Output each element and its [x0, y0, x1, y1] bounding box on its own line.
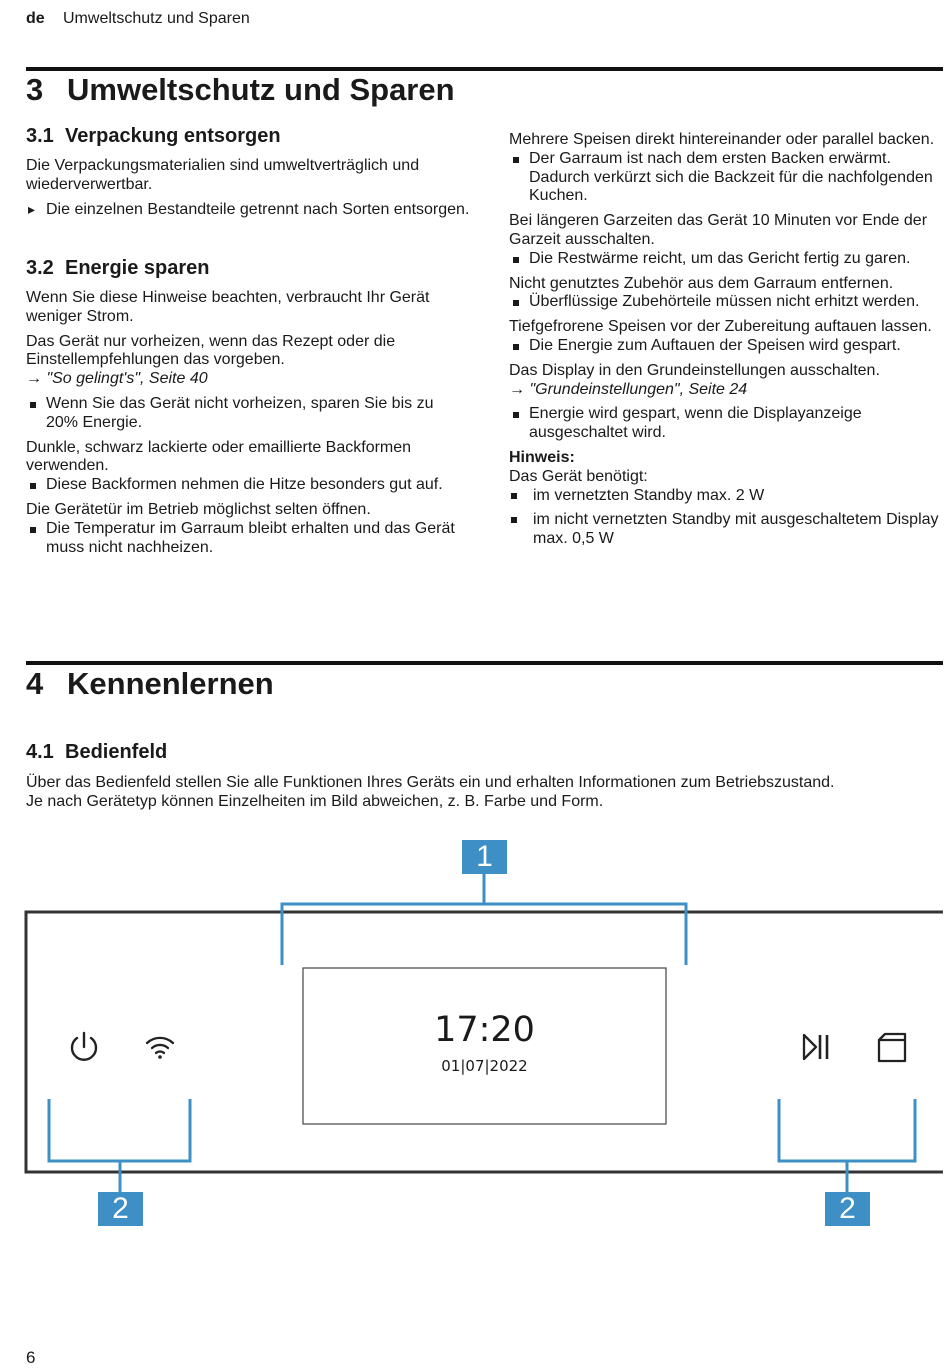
tip: Die Gerätetür im Betrieb möglichst selten öffnen.	[26, 500, 371, 518]
cross-reference-link[interactable]: → "So gelingt's", Seite 40	[26, 370, 208, 388]
wifi-icon	[143, 1031, 177, 1061]
bullet-item: Die Energie zum Auftauen der Speisen wird gespart.	[509, 337, 939, 356]
tip: Dunkle, schwarz lackierte oder emaillierte Backformen verwenden.	[26, 438, 412, 475]
play-pause-icon	[800, 1031, 832, 1063]
section-4-1-body	[26, 774, 943, 812]
section-3-2-number: 3.2	[26, 257, 54, 279]
section-3-2-heading	[26, 257, 210, 280]
note-label: Hinweis:	[509, 448, 575, 466]
section-3-1-title: Verpackung entsorgen	[65, 125, 281, 147]
paragraph: Über das Bedienfeld stellen Sie alle Funktionen Ihres Geräts ein und erhalten Informationen zum Betriebszustand.	[26, 774, 835, 791]
header-title: Umweltschutz und Sparen	[63, 10, 250, 27]
chapter4-number: 4	[26, 666, 44, 701]
start-pause-button[interactable]	[800, 1031, 832, 1063]
note-text: Das Gerät benötigt:	[509, 467, 648, 485]
right-buttons-bracket	[779, 1099, 915, 1161]
paragraph: Je nach Gerätetyp können Einzelheiten im Bild abweichen, z. B. Farbe und Form.	[26, 792, 604, 810]
note-bullet: im nicht vernetzten Standby mit ausgeschaltetem Display max. 0,5 W	[509, 511, 939, 549]
door-open-button[interactable]	[874, 1030, 910, 1064]
tip: Tiefgefrorene Speisen vor der Zubereitung auftauen lassen.	[509, 318, 932, 336]
section-3-1-number: 3.1	[26, 125, 54, 147]
tip: Das Gerät nur vorheizen, wenn das Rezept oder die Einstellempfehlungen das vorgeben.	[26, 332, 396, 369]
bullet-item: Wenn Sie das Gerät nicht vorheizen, sparen Sie bis zu 20% Energie.	[26, 395, 466, 433]
left-buttons-bracket	[49, 1099, 190, 1161]
page-number: 6	[26, 1348, 36, 1367]
bullet-item: Überflüssige Zubehörteile müssen nicht erhitzt werden.	[509, 293, 939, 312]
tip: Mehrere Speisen direkt hintereinander oder parallel backen.	[509, 131, 935, 148]
note-bullet: im vernetzten Standby max. 2 W	[509, 487, 939, 506]
display-time: 17:20	[434, 1010, 535, 1050]
cross-reference-link[interactable]: → "Grundeinstellungen", Seite 24	[509, 380, 748, 398]
wifi-button[interactable]	[143, 1031, 177, 1061]
chapter3-heading	[26, 72, 455, 108]
tip: Bei längeren Garzeiten das Gerät 10 Minuten vor Ende der Garzeit ausschalten.	[509, 212, 928, 248]
bullet-item: Der Garraum ist nach dem ersten Backen erwärmt. Dadurch verkürzt sich die Backzeit für die nachfolgenden Kuchen.	[509, 150, 939, 206]
section-4-1-number: 4.1	[26, 741, 54, 763]
door-open-icon	[874, 1030, 910, 1064]
chapter4-rule	[26, 661, 943, 665]
paragraph: Die Verpackungsmaterialien sind umweltverträglich und wiederverwertbar.	[26, 157, 420, 193]
section-3-1-heading	[26, 125, 281, 148]
chapter3-number: 3	[26, 72, 44, 107]
section-4-1-title: Bedienfeld	[65, 741, 168, 763]
callout-left-buttons: 2	[98, 1192, 143, 1226]
section-3-2-title: Energie sparen	[65, 257, 210, 279]
chapter3-rule	[26, 67, 943, 71]
bullet-item: Diese Backformen nehmen die Hitze besonders gut auf.	[26, 476, 466, 495]
callout-display: 1	[462, 840, 507, 874]
chapter3-title: Umweltschutz und Sparen	[67, 72, 455, 107]
section-4-1-heading	[26, 741, 167, 764]
instruction-step: ▸ Die einzelnen Bestandteile getrennt nach Sorten entsorgen.	[26, 201, 471, 220]
display-date: 01|07|2022	[441, 1057, 528, 1075]
bullet-item: Die Restwärme reicht, um das Gericht fertig zu garen.	[509, 250, 939, 269]
power-icon	[66, 1029, 102, 1065]
right-column	[509, 131, 939, 555]
bullet-item: Energie wird gespart, wenn die Displayanzeige ausgeschaltet wird.	[509, 405, 939, 443]
tip: Nicht genutztes Zubehör aus dem Garraum entfernen.	[509, 274, 894, 292]
header-language: de	[26, 10, 45, 27]
chapter4-title: Kennenlernen	[67, 666, 274, 701]
tip: Das Display in den Grundeinstellungen ausschalten.	[509, 361, 880, 379]
paragraph: Wenn Sie diese Hinweise beachten, verbraucht Ihr Gerät weniger Strom.	[26, 289, 430, 325]
section-3-2-body	[26, 289, 466, 563]
callout-right-buttons: 2	[825, 1192, 870, 1226]
power-button[interactable]	[66, 1029, 102, 1065]
bullet-item: Die Temperatur im Garraum bleibt erhalten und das Gerät muss nicht nachheizen.	[26, 520, 466, 558]
section-3-1-body	[26, 157, 471, 225]
chapter4-heading	[26, 666, 274, 702]
